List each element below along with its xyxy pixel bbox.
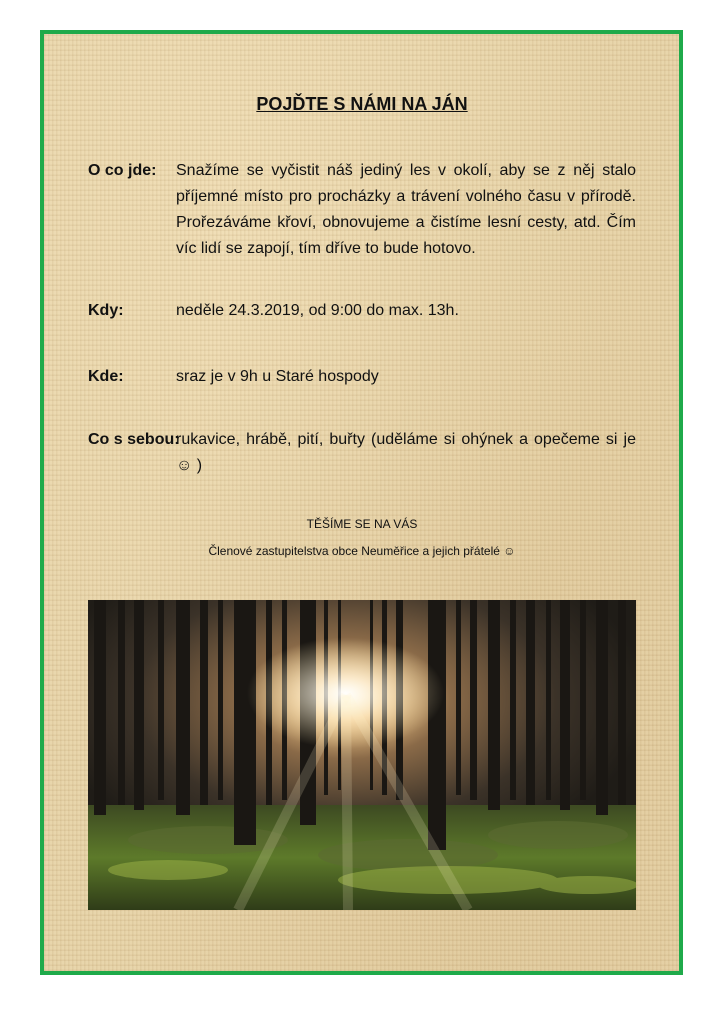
label-where: Kde: [88, 368, 124, 385]
text-where: sraz je v 9h u Staré hospody [176, 368, 379, 385]
forest-photo [88, 600, 636, 910]
text-bring: rukavice, hrábě, pití, buřty (uděláme si ohýnek a opečeme si je ☺ ) [176, 431, 636, 474]
signature: Členové zastupitelstva obce Neuměřice a jejich přátelé ☺ [208, 544, 516, 558]
text-when: neděle 24.3.2019, od 9:00 do max. 13h. [176, 302, 459, 319]
label-when: Kdy: [88, 302, 124, 319]
greeting: TĚŠÍME SE NA VÁS [306, 517, 418, 531]
text-what: Snažíme se vyčistit náš jediný les v okolí, aby se z něj stalo příjemné místo pro procházky a trávení volného času v přírodě. Prořezáváme křoví, obnovujeme a čistíme lesní cesty, atd. Čím víc lidí se zapojí, tím dříve to bude hotovo. [176, 162, 636, 257]
page-title: POJĎTE S NÁMI NA JÁN [256, 94, 468, 114]
label-bring: Co s sebou: [88, 431, 180, 448]
label-what: O co jde: [88, 162, 157, 179]
